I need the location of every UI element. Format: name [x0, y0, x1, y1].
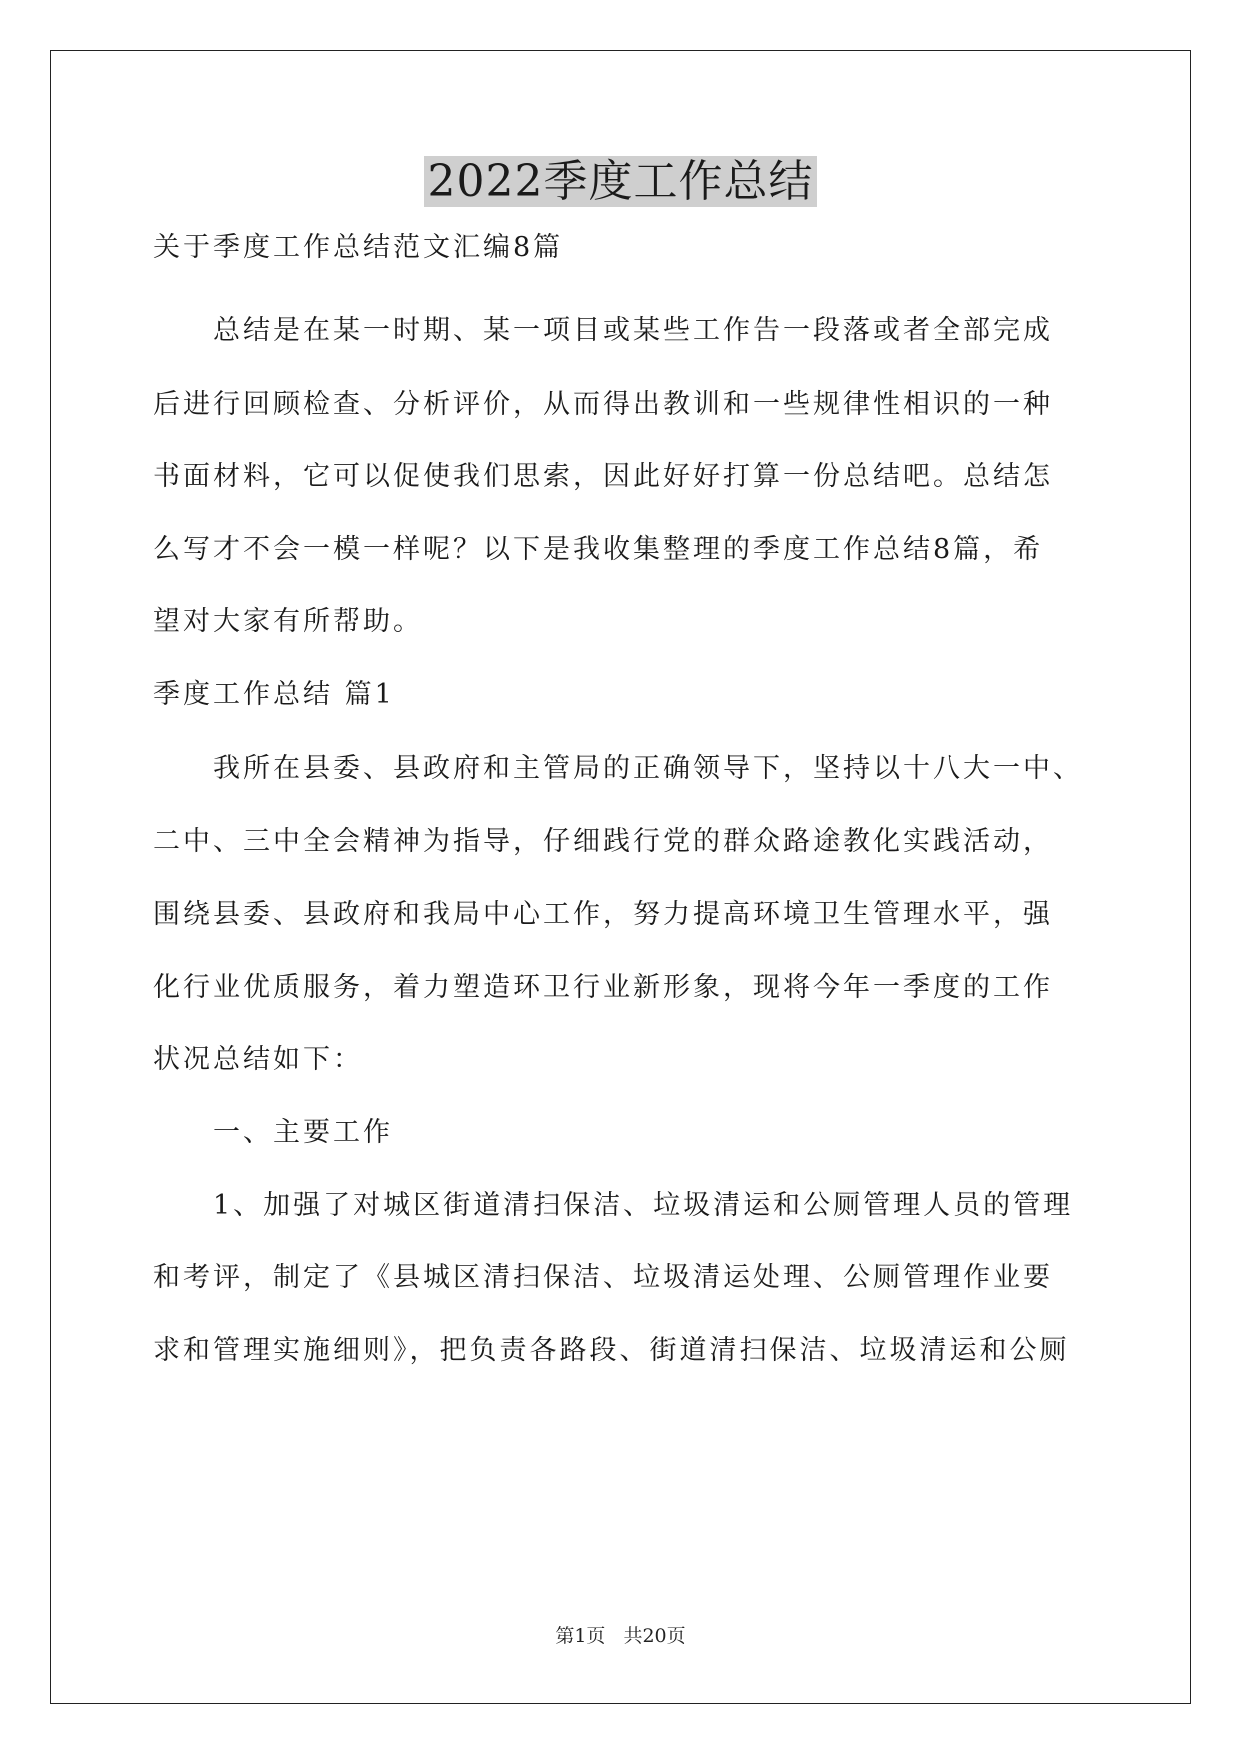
paragraph-line: 状况总结如下：: [153, 1044, 363, 1075]
document-subtitle: 关于季度工作总结范文汇编8篇: [153, 232, 564, 263]
paragraph-line: 围绕县委、县政府和我局中心工作，努力提高环境卫生管理水平，强: [153, 899, 1053, 930]
paragraph-line: 书面材料，它可以促使我们思索，因此好好打算一份总结吧。总结怎: [153, 461, 1053, 492]
section-heading: 季度工作总结 篇1: [153, 679, 395, 710]
paragraph-line: 总结是在某一时期、某一项目或某些工作告一段落或者全部完成: [153, 315, 1053, 346]
paragraph-line: 和考评，制定了《县城区清扫保洁、垃圾清运处理、公厕管理作业要: [153, 1262, 1053, 1293]
subsection-heading: 一、主要工作: [153, 1117, 393, 1148]
paragraph-line: 望对大家有所帮助。: [153, 606, 423, 637]
total-page-count: 共20页: [623, 1625, 686, 1647]
paragraph-line: 后进行回顾检查、分析评价，从而得出教训和一些规律性相识的一种: [153, 389, 1053, 420]
paragraph-line: 我所在县委、县政府和主管局的正确领导下，坚持以十八大一中、: [153, 753, 1083, 784]
document-title: [0, 152, 1241, 212]
page-border: [50, 50, 1191, 1704]
paragraph-line: 么写才不会一模一样呢？以下是我收集整理的季度工作总结8篇，希: [153, 534, 1044, 565]
page-footer: [0, 1623, 1241, 1649]
document-title-text: 2022季度工作总结: [424, 156, 818, 207]
paragraph-line: 二中、三中全会精神为指导，仔细践行党的群众路途教化实践活动，: [153, 826, 1053, 857]
paragraph-line: 求和管理实施细则》，把负责各路段、街道清扫保洁、垃圾清运和公厕: [153, 1335, 1070, 1366]
current-page-number: 第1页: [555, 1625, 606, 1647]
paragraph-line: 化行业优质服务，着力塑造环卫行业新形象，现将今年一季度的工作: [153, 972, 1053, 1003]
paragraph-line: 1、加强了对城区街道清扫保洁、垃圾清运和公厕管理人员的管理: [153, 1190, 1074, 1221]
